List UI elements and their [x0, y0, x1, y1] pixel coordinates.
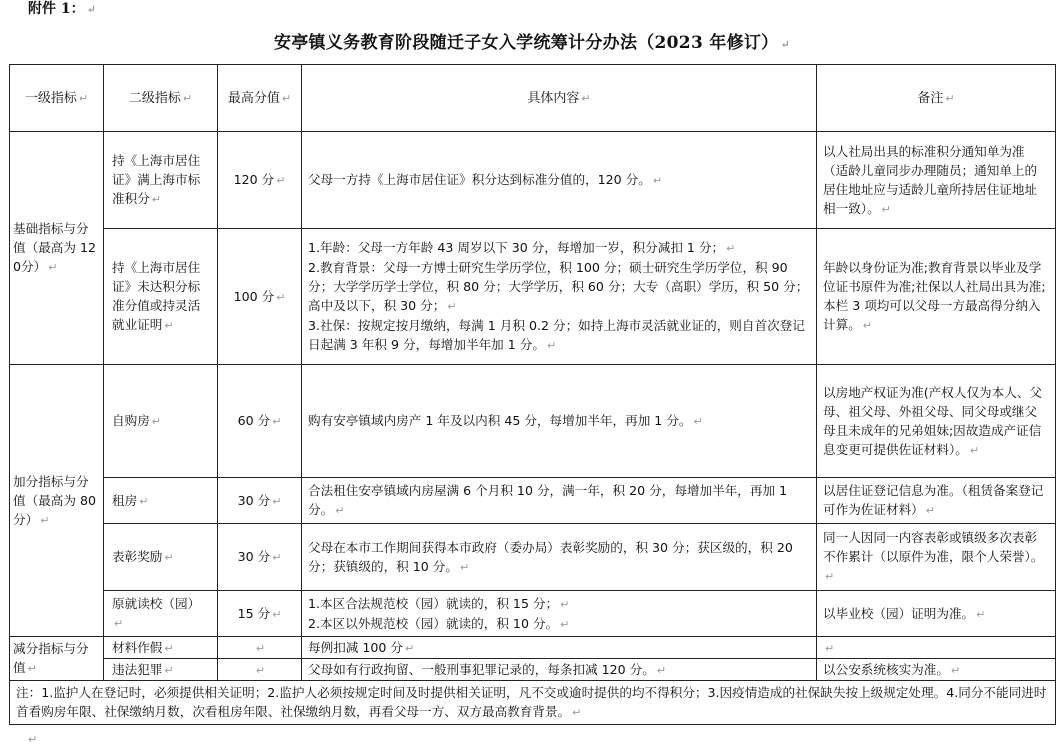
attachment-label: 附件 1： ↵	[28, 1, 96, 17]
remark: 年龄以身份证为准;教育背景以毕业及学位证书原件为准;社保以人社局出具为准;本栏 3 项均可以父母一方最高得分纳入计算。 ↵	[817, 229, 1056, 365]
max-score: 100 分 ↵	[218, 229, 302, 365]
remark: ↵	[817, 637, 1056, 659]
content-line: 1.本区合法规范校（园）就读的，积 15 分； ↵	[308, 595, 570, 611]
column-header: 备注 ↵	[817, 65, 1056, 132]
detail-content: 购有安亭镇域内房产 1 年及以内积 45 分，每增加半年，再加 1 分。 ↵	[302, 365, 817, 478]
max-score: 120 分 ↵	[218, 132, 302, 229]
table-row	[10, 478, 1056, 524]
note-row	[10, 681, 1056, 725]
detail-content: 父母在本市工作期间获得本市政府（委办局）表彰奖励的，积 30 分；获区级的，积 20 分；获镇级的，积 10 分。 ↵	[302, 524, 817, 591]
content-line: 1.年龄：父母一方年龄 43 周岁以下 30 分，每增加一岁，积分减扣 1 分； ↵	[308, 240, 736, 255]
remark: 以房地产权证为准(产权人仅为本人、父母、祖父母、外祖父母、同父母或继父母且未成年的兄弟姐妹;因故造成产证信息变更可提供佐证材料）。 ↵	[817, 365, 1056, 478]
max-score: ↵	[218, 659, 302, 681]
column-header: 具体内容 ↵	[302, 65, 817, 132]
detail-content: 父母如有行政拘留、一般刑事犯罪记录的，每条扣减 120 分。 ↵	[302, 659, 817, 681]
table-row	[10, 659, 1056, 681]
max-score: 30 分 ↵	[218, 478, 302, 524]
content-line: 2.教育背景：父母一方博士研究生学历学位，积 100 分；硕士研究生学历学位，积 90 分；大学学历学士学位，积 80 分；大学学历，积 60 分；大专（高职）学历，积 50 分；高中及以下，积 30 分； ↵	[308, 260, 809, 313]
scoring-table	[9, 64, 1056, 725]
column-header: 最高分值 ↵	[218, 65, 302, 132]
table-header-row	[10, 65, 1056, 132]
second-level-indicator: 租房 ↵	[104, 478, 218, 524]
table-row	[10, 365, 1056, 478]
second-level-indicator: 自购房 ↵	[104, 365, 218, 478]
max-score: ↵	[218, 637, 302, 659]
first-level-indicator: 基础指标与分值（最高为 120分） ↵	[10, 132, 104, 365]
remark: 同一人因同一内容表彰或镇级多次表彰不作累计（以原件为准，限个人荣誉）。↵	[817, 524, 1056, 591]
second-level-indicator: 持《上海市居住证》满上海市标准积分 ↵	[104, 132, 218, 229]
remark: 以人社局出具的标准积分通知单为准（适龄儿童同步办理随员；通知单上的居住地址应与适龄儿童所持居住证地址相一致）。 ↵	[817, 132, 1056, 229]
detail-content: 合法租住安亭镇域内房屋满 6 个月积 10 分，满一年，积 20 分，每增加半年，再加 1 分。 ↵	[302, 478, 817, 524]
second-level-indicator: 表彰奖励 ↵	[104, 524, 218, 591]
column-header: 二级指标 ↵	[104, 65, 218, 132]
max-score: 60 分 ↵	[218, 365, 302, 478]
first-level-indicator: 减分指标与分值 ↵	[10, 637, 104, 681]
table-row	[10, 637, 1056, 659]
paragraph-mark: ↵	[86, 3, 96, 16]
table-row	[10, 132, 1056, 229]
detail-content	[302, 591, 817, 637]
paragraph-mark: ↵	[28, 733, 38, 746]
detail-content: 父母一方持《上海市居住证》积分达到标准分值的，120 分。 ↵	[302, 132, 817, 229]
table-row	[10, 591, 1056, 637]
content-line: 2.本区以外规范校（园）就读的，积 10 分。 ↵	[308, 615, 570, 631]
remark: 以居住证登记信息为准。（租赁备案登记可作为佐证材料） ↵	[817, 478, 1056, 524]
paragraph-mark: ↵	[780, 38, 791, 51]
second-level-indicator: 违法犯罪 ↵	[104, 659, 218, 681]
table-row	[10, 229, 1056, 365]
max-score: 15 分 ↵	[218, 591, 302, 637]
second-level-indicator: 原就读校（园）↵	[104, 591, 218, 637]
remark: 以公安系统核实为准。 ↵	[817, 659, 1056, 681]
document-title: 安亭镇义务教育阶段随迁子女入学统筹计分办法（2023 年修订） ↵	[273, 33, 791, 53]
detail-content: 每例扣减 100 分 ↵	[302, 637, 817, 659]
second-level-indicator: 材料作假 ↵	[104, 637, 218, 659]
table-row	[10, 524, 1056, 591]
remark: 以毕业校（园）证明为准。 ↵	[817, 591, 1056, 637]
max-score: 30 分 ↵	[218, 524, 302, 591]
table-note: 注：1.监护人在登记时，必须提供相关证明；2.监护人必须按规定时间及时提供相关证明，凡不交或逾时提供的均不得积分；3.因疫情造成的社保缺失按上级规定处理。4.同分不能同进时首看购房年限、社保缴纳月数，次看租房年限、社保缴纳月数，再看父母一方、双方最高教育背景。 ↵	[10, 681, 1056, 725]
content-line: 3.社保：按规定按月缴纳，每满 1 月积 0.2 分；如持上海市灵活就业证的，则自首次登记日起满 3 年积 9 分，每增加半年加 1 分。 ↵	[308, 318, 805, 352]
detail-content	[302, 229, 817, 365]
second-level-indicator: 持《上海市居住证》未达积分标准分值或持灵活就业证明 ↵	[104, 229, 218, 365]
column-header: 一级指标 ↵	[10, 65, 104, 132]
first-level-indicator: 加分指标与分值（最高为 80分） ↵	[10, 365, 104, 637]
